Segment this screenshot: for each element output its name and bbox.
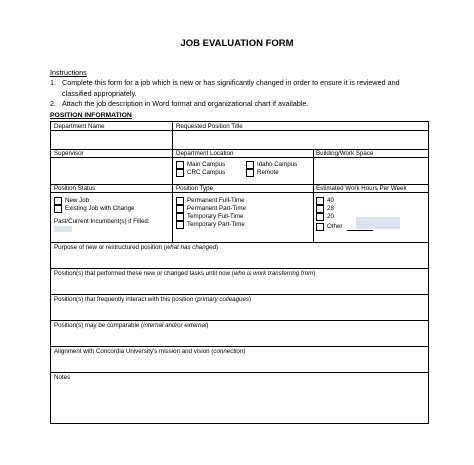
permanent-part-time-checkbox[interactable] bbox=[176, 205, 184, 213]
hours-28-checkbox[interactable] bbox=[316, 205, 324, 213]
row-divider bbox=[51, 242, 428, 243]
temporary-part-time-label: Temporary Part-Time bbox=[187, 221, 245, 228]
building-work-space-label: Building/Work Space bbox=[316, 150, 374, 157]
row-divider bbox=[51, 372, 428, 373]
past-incumbent-label: Past/Current Incumbent(s) if Filled: bbox=[54, 218, 150, 225]
hours-20-label: 20 bbox=[327, 213, 334, 220]
purpose-label: Purpose of new or restructured position (what has changed) bbox=[54, 244, 219, 251]
new-job-label: New Job bbox=[65, 197, 90, 204]
position-type-label: Position Type bbox=[176, 185, 214, 192]
form-title: JOB EVALUATION FORM bbox=[180, 38, 294, 49]
department-name-label: Department Name bbox=[54, 123, 105, 130]
crc-campus-label: CRC Campus bbox=[187, 169, 226, 176]
remote-checkbox[interactable] bbox=[246, 169, 254, 177]
permanent-full-time-label: Permanent Full-Time bbox=[187, 197, 245, 204]
idaho-campus-label: Idaho Campus bbox=[257, 161, 298, 168]
instruction-number: 2. bbox=[50, 99, 56, 108]
hours-40-label: 40 bbox=[327, 197, 334, 204]
row-divider bbox=[51, 294, 428, 295]
main-campus-label: Main Campus bbox=[187, 161, 226, 168]
existing-job-checkbox[interactable] bbox=[54, 205, 62, 213]
position-status-label: Position Status bbox=[54, 185, 96, 192]
hours-other-checkbox[interactable] bbox=[316, 223, 324, 231]
supervisor-label: Supervisor bbox=[54, 150, 84, 157]
column-divider bbox=[313, 149, 314, 242]
idaho-campus-checkbox[interactable] bbox=[246, 161, 254, 169]
temporary-part-time-checkbox[interactable] bbox=[176, 221, 184, 229]
department-location-label: Department Location bbox=[176, 150, 234, 157]
remote-label: Remote bbox=[257, 169, 279, 176]
other-hours-input[interactable] bbox=[356, 217, 400, 229]
instruction-item-1 bbox=[50, 77, 430, 99]
hours-other-label: Other bbox=[327, 223, 343, 230]
crc-campus-checkbox[interactable] bbox=[176, 169, 184, 177]
section-heading: POSITION INFORMATION bbox=[50, 112, 132, 119]
row-divider bbox=[51, 320, 428, 321]
comparable-positions-label: Position(s) may be comparable (internal and/or external) bbox=[54, 322, 209, 329]
instructions-heading: Instructions bbox=[50, 68, 87, 77]
temporary-full-time-checkbox[interactable] bbox=[176, 213, 184, 221]
instruction-number: 1. bbox=[50, 78, 56, 87]
alignment-label: Alignment with Concordia University's mission and vision (connection) bbox=[54, 348, 246, 355]
instruction-text: Complete this form for a job which is new or has significantly changed in order to ensure it is reviewed and bbox=[62, 78, 400, 87]
positions-performed-label: Position(s) that performed these new or changed tasks until now (who is work transferring from) bbox=[54, 270, 316, 277]
temporary-full-time-label: Temporary Full-Time bbox=[187, 213, 244, 220]
row-divider bbox=[51, 157, 428, 158]
column-divider bbox=[172, 122, 173, 242]
other-hours-blank[interactable] bbox=[347, 230, 373, 231]
instruction-text: Attach the job description in Word format and organizational chart if available. bbox=[62, 99, 309, 108]
permanent-full-time-checkbox[interactable] bbox=[176, 197, 184, 205]
new-job-checkbox[interactable] bbox=[54, 197, 62, 205]
hours-20-checkbox[interactable] bbox=[316, 213, 324, 221]
row-divider bbox=[51, 130, 428, 131]
requested-title-label: Requested Position Title bbox=[176, 123, 243, 130]
position-information-form bbox=[50, 121, 429, 424]
row-divider bbox=[51, 192, 428, 193]
incumbent-input-field[interactable] bbox=[54, 226, 72, 232]
existing-job-label: Existing Job with Change bbox=[65, 205, 135, 212]
hours-40-checkbox[interactable] bbox=[316, 197, 324, 205]
notes-label: Notes bbox=[54, 374, 71, 381]
permanent-part-time-label: Permanent Part-Time bbox=[187, 205, 246, 212]
row-divider bbox=[51, 268, 428, 269]
row-divider bbox=[51, 346, 428, 347]
instruction-item-2 bbox=[50, 98, 308, 109]
positions-interact-label: Position(s) that frequently interact with this position (primary colleagues) bbox=[54, 296, 252, 303]
estimated-hours-label: Estimated Work Hours Per Week bbox=[316, 185, 407, 192]
main-campus-checkbox[interactable] bbox=[176, 161, 184, 169]
hours-28-label: 28 bbox=[327, 205, 334, 212]
instruction-text-continued: classified appropriately. bbox=[62, 89, 137, 98]
